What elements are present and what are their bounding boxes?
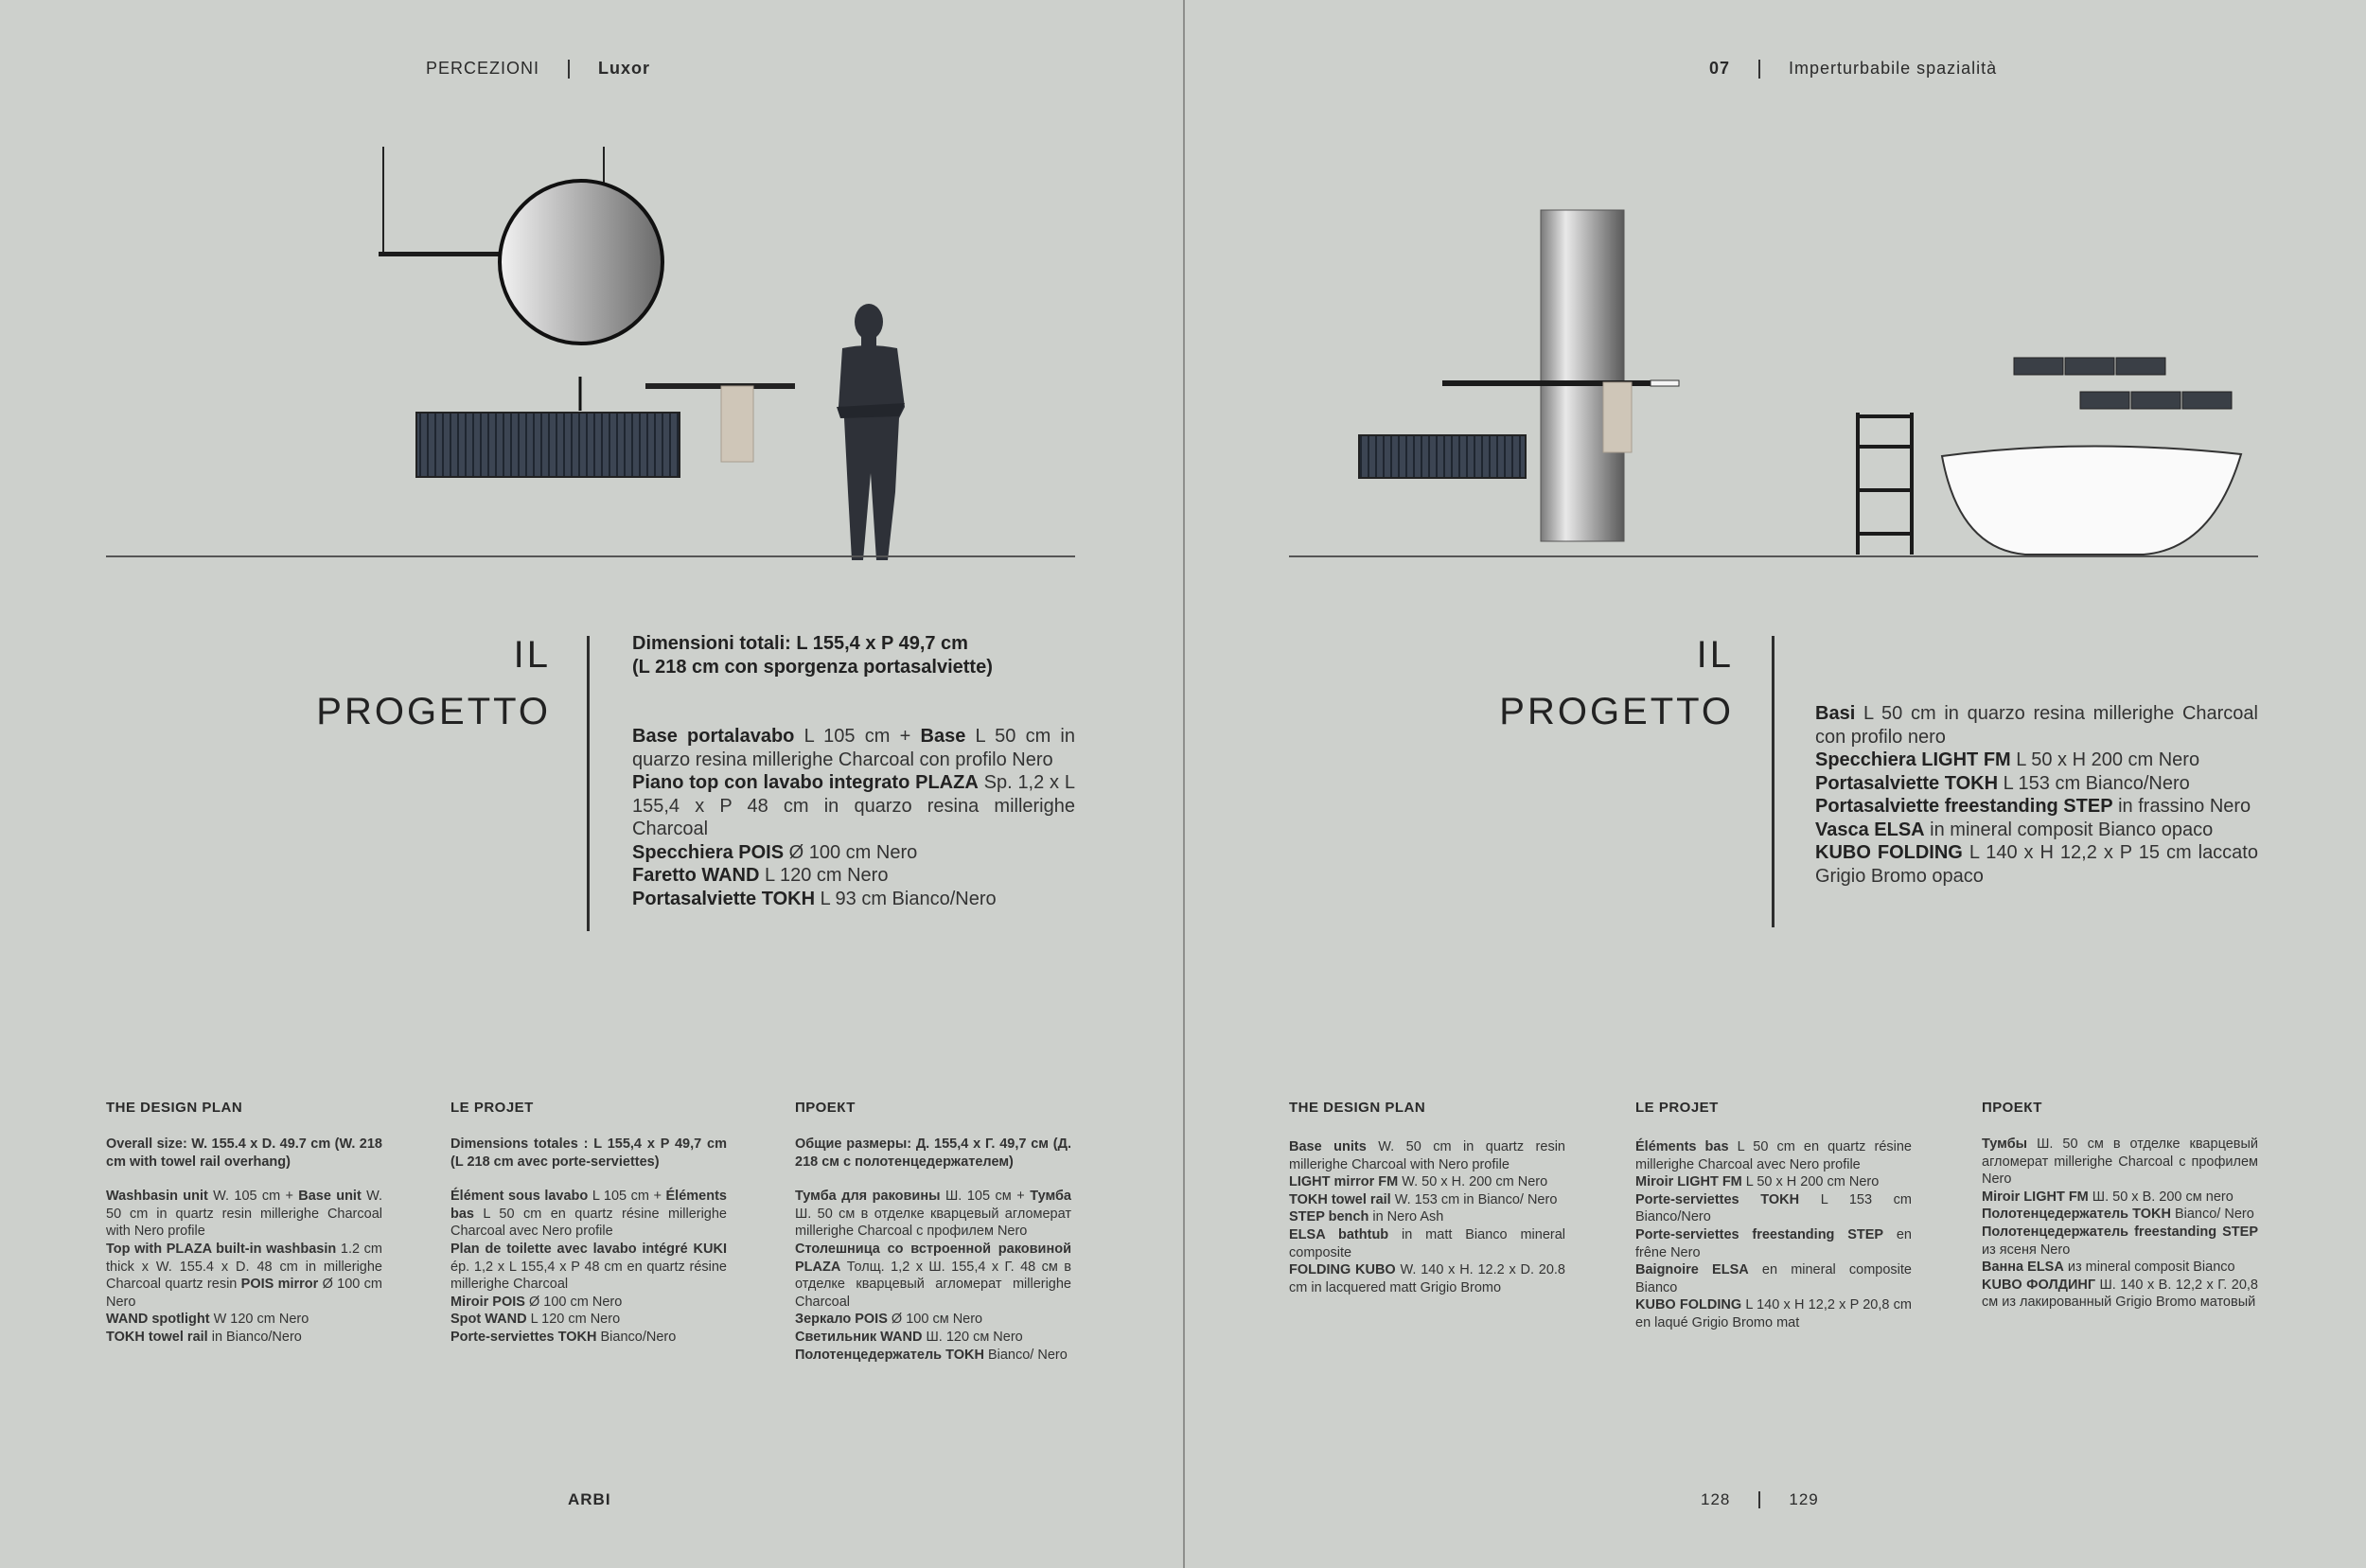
- pois-mirror-icon: [500, 181, 662, 344]
- spec-item: Portasalviette freestanding STEP in frassino Nero: [1815, 796, 2251, 817]
- translation-column-fr: Dimensions totales : L 155,4 x P 49,7 cm (L 218 cm avec porte-serviettes) Élément sous lavabo L 105 cm + Éléments bas L 50 cm en quartz résine millerighe Charcoal avec Nero profile Plan de toilette avec lavabo intégré KUKI ép. 1,2 x L 155,4 x P 48 cm en quartz résine millerighe Charcoal Miroir POIS Ø 100 cm Nero Spot WAND L 120 cm Nero Porte-serviettes TOKH Bianco/Nero: [450, 1136, 727, 1345]
- left-footer-brand: ARBI: [568, 1490, 611, 1508]
- spec-item: Portasalviette TOKH L 93 cm Bianco/Nero: [632, 888, 997, 909]
- right-project-description: [1815, 702, 2258, 888]
- right-progetto-title: [1448, 626, 1734, 740]
- base-unit-icon: [1359, 435, 1526, 478]
- light-fm-mirror-icon: [1541, 210, 1624, 541]
- washbasin-unit-icon: [416, 413, 680, 477]
- left-product-illustration: [104, 132, 1079, 596]
- column-heading: ПРОЕКТ: [1982, 1100, 2042, 1116]
- kubo-folding-shelf-icon: [2014, 358, 2232, 409]
- spec-item: Specchiera LIGHT FM L 50 x H 200 cm Nero: [1815, 749, 2200, 770]
- spec-item: Faretto WAND L 120 cm Nero: [632, 865, 889, 886]
- spec-item: Piano top con lavabo integrato PLAZA Sp. 1,2 x L 155,4 x P 48 cm in quarzo resina millerighe Charcoal: [632, 772, 1076, 839]
- translation-column-en: Overall size: W. 155.4 x D. 49.7 cm (W. 218 cm with towel rail overhang) Washbasin unit W. 105 cm + Base unit W. 50 cm in quartz resin millerighe Charcoal with Nero profile Top with PLAZA built-in washbasin 1.2 cm thick x W. 155.4 x D. 48 cm in millerighe Charcoal quartz resin POIS mirror Ø 100 cm Nero WAND spotlight W 120 cm Nero TOKH towel rail in Bianco/Nero: [106, 1136, 383, 1345]
- column-heading: THE DESIGN PLAN: [1289, 1100, 1426, 1116]
- progetto-line-2: PROGETTO: [316, 691, 551, 732]
- progetto-line-1: IL: [513, 634, 551, 676]
- right-vertical-divider: [1772, 636, 1774, 927]
- right-running-header: [1709, 59, 1997, 79]
- left-vertical-divider: [587, 636, 590, 931]
- left-running-header: [426, 59, 650, 79]
- header-divider: [1758, 60, 1760, 79]
- progetto-line-1: IL: [1696, 634, 1734, 676]
- elsa-bathtub-icon: [1942, 446, 2241, 555]
- towel-icon: [721, 386, 753, 462]
- column-heading: LE PROJET: [1635, 1100, 1719, 1116]
- translation-column-en: Base units W. 50 cm in quartz resin millerighe Charcoal with Nero profile LIGHT mirror FM W. 50 x H. 200 cm Nero TOKH towel rail W. 153 cm in Bianco/ Nero STEP bench in Nero Ash ELSA bathtub in matt Bianco mineral composite FOLDING KUBO W. 140 x H. 12.2 x D. 20.8 cm in lacquered matt Grigio Bromo: [1289, 1139, 1565, 1295]
- total-dimensions-note: (L 218 cm con sporgenza portasalviette): [632, 656, 993, 678]
- column-heading: THE DESIGN PLAN: [106, 1100, 243, 1116]
- progetto-line-2: PROGETTO: [1499, 691, 1734, 732]
- left-progetto-title: [265, 626, 551, 740]
- spec-item: Vasca ELSA in mineral composit Bianco opaco: [1815, 819, 2214, 840]
- spec-item: Basi L 50 cm in quarzo resina millerighe Charcoal con profilo nero: [1815, 703, 2258, 748]
- chapter-number: 07: [1709, 59, 1731, 78]
- step-freestanding-rail-icon: [1858, 413, 1912, 555]
- tokh-towel-rail-icon: [645, 383, 795, 389]
- right-product-illustration: [1287, 189, 2271, 558]
- column-heading: LE PROJET: [450, 1100, 534, 1116]
- spec-item: Base portalavabo L 105 cm + Base L 50 cm in quarzo resina millerighe Charcoal con profilo Nero: [632, 726, 1076, 770]
- translation-column-ru: Общие размеры: Д. 155,4 х Г. 49,7 см (Д. 218 см с полотенцедержателем) Тумба для раковины Ш. 105 см + Тумба Ш. 50 см в отделке кварцевый агломерат millerighe Charcoal с профилем Nero Столешница со встроенной раковиной PLAZA Толщ. 1,2 х Ш. 155,4 х Г. 48 см в отделке кварцевый агломерат millerighe Charcoal Зеркало POIS Ø 100 см Nero Светильник WAND Ш. 120 см Nero Полотенцедержатель TOKH Bianco/ Nero: [795, 1136, 1071, 1363]
- page-number: 129: [1789, 1490, 1819, 1508]
- towel-icon: [1603, 382, 1632, 452]
- chapter-title: Imperturbabile spazialità: [1789, 59, 1998, 78]
- header-divider: [568, 60, 570, 79]
- spec-item: Portasalviette TOKH L 153 cm Bianco/Nero: [1815, 772, 2190, 794]
- page-number: 128: [1701, 1490, 1731, 1508]
- spec-item: KUBO FOLDING L 140 x H 12,2 x P 15 cm laccato Grigio Bromo opaco: [1815, 842, 2258, 887]
- page-gutter: [1183, 0, 1185, 1568]
- spec-item: Specchiera POIS Ø 100 cm Nero: [632, 841, 918, 863]
- translation-column-fr: Éléments bas L 50 cm en quartz résine millerighe Charcoal avec Nero profile Miroir LIGHT FM L 50 x H 200 cm Nero Porte-serviettes TOKH L 153 cm Bianco/Nero Porte-serviettes freestanding STEP en frêne Nero Baignoire ELSA en mineral composite Bianco KUBO FOLDING L 140 x H 12,2 x P 20,8 cm en laqué Grigio Bromo mat: [1635, 1139, 1913, 1330]
- left-floor-line: [106, 555, 1075, 557]
- right-floor-line: [1289, 555, 2258, 557]
- left-project-description: [632, 632, 1075, 910]
- total-dimensions: Dimensioni totali: L 155,4 x P 49,7 cm: [632, 633, 968, 654]
- translation-column-ru: Тумбы Ш. 50 см в отделке кварцевый агломерат millerighe Charcoal с профилем Nero Miroir LIGHT FM Ш. 50 х В. 200 см nero Полотенцедержатель TOKH Bianco/ Nero Полотенцедержатель freestanding STEP из ясеня Nero Ванна ELSA из mineral composit Bianco KUBO ФОЛДИНГ Ш. 140 х В. 12,2 х Г. 20,8 см из лакированный Grigio Bromo матовый: [1982, 1136, 2258, 1311]
- column-heading: ПРОЕКТ: [795, 1100, 856, 1116]
- section-label: PERCEZIONI: [426, 59, 540, 78]
- person-silhouette-icon: [837, 304, 905, 560]
- footer-divider: [1758, 1491, 1760, 1508]
- right-footer-page-numbers: [1701, 1490, 1819, 1509]
- collection-title: Luxor: [598, 59, 651, 78]
